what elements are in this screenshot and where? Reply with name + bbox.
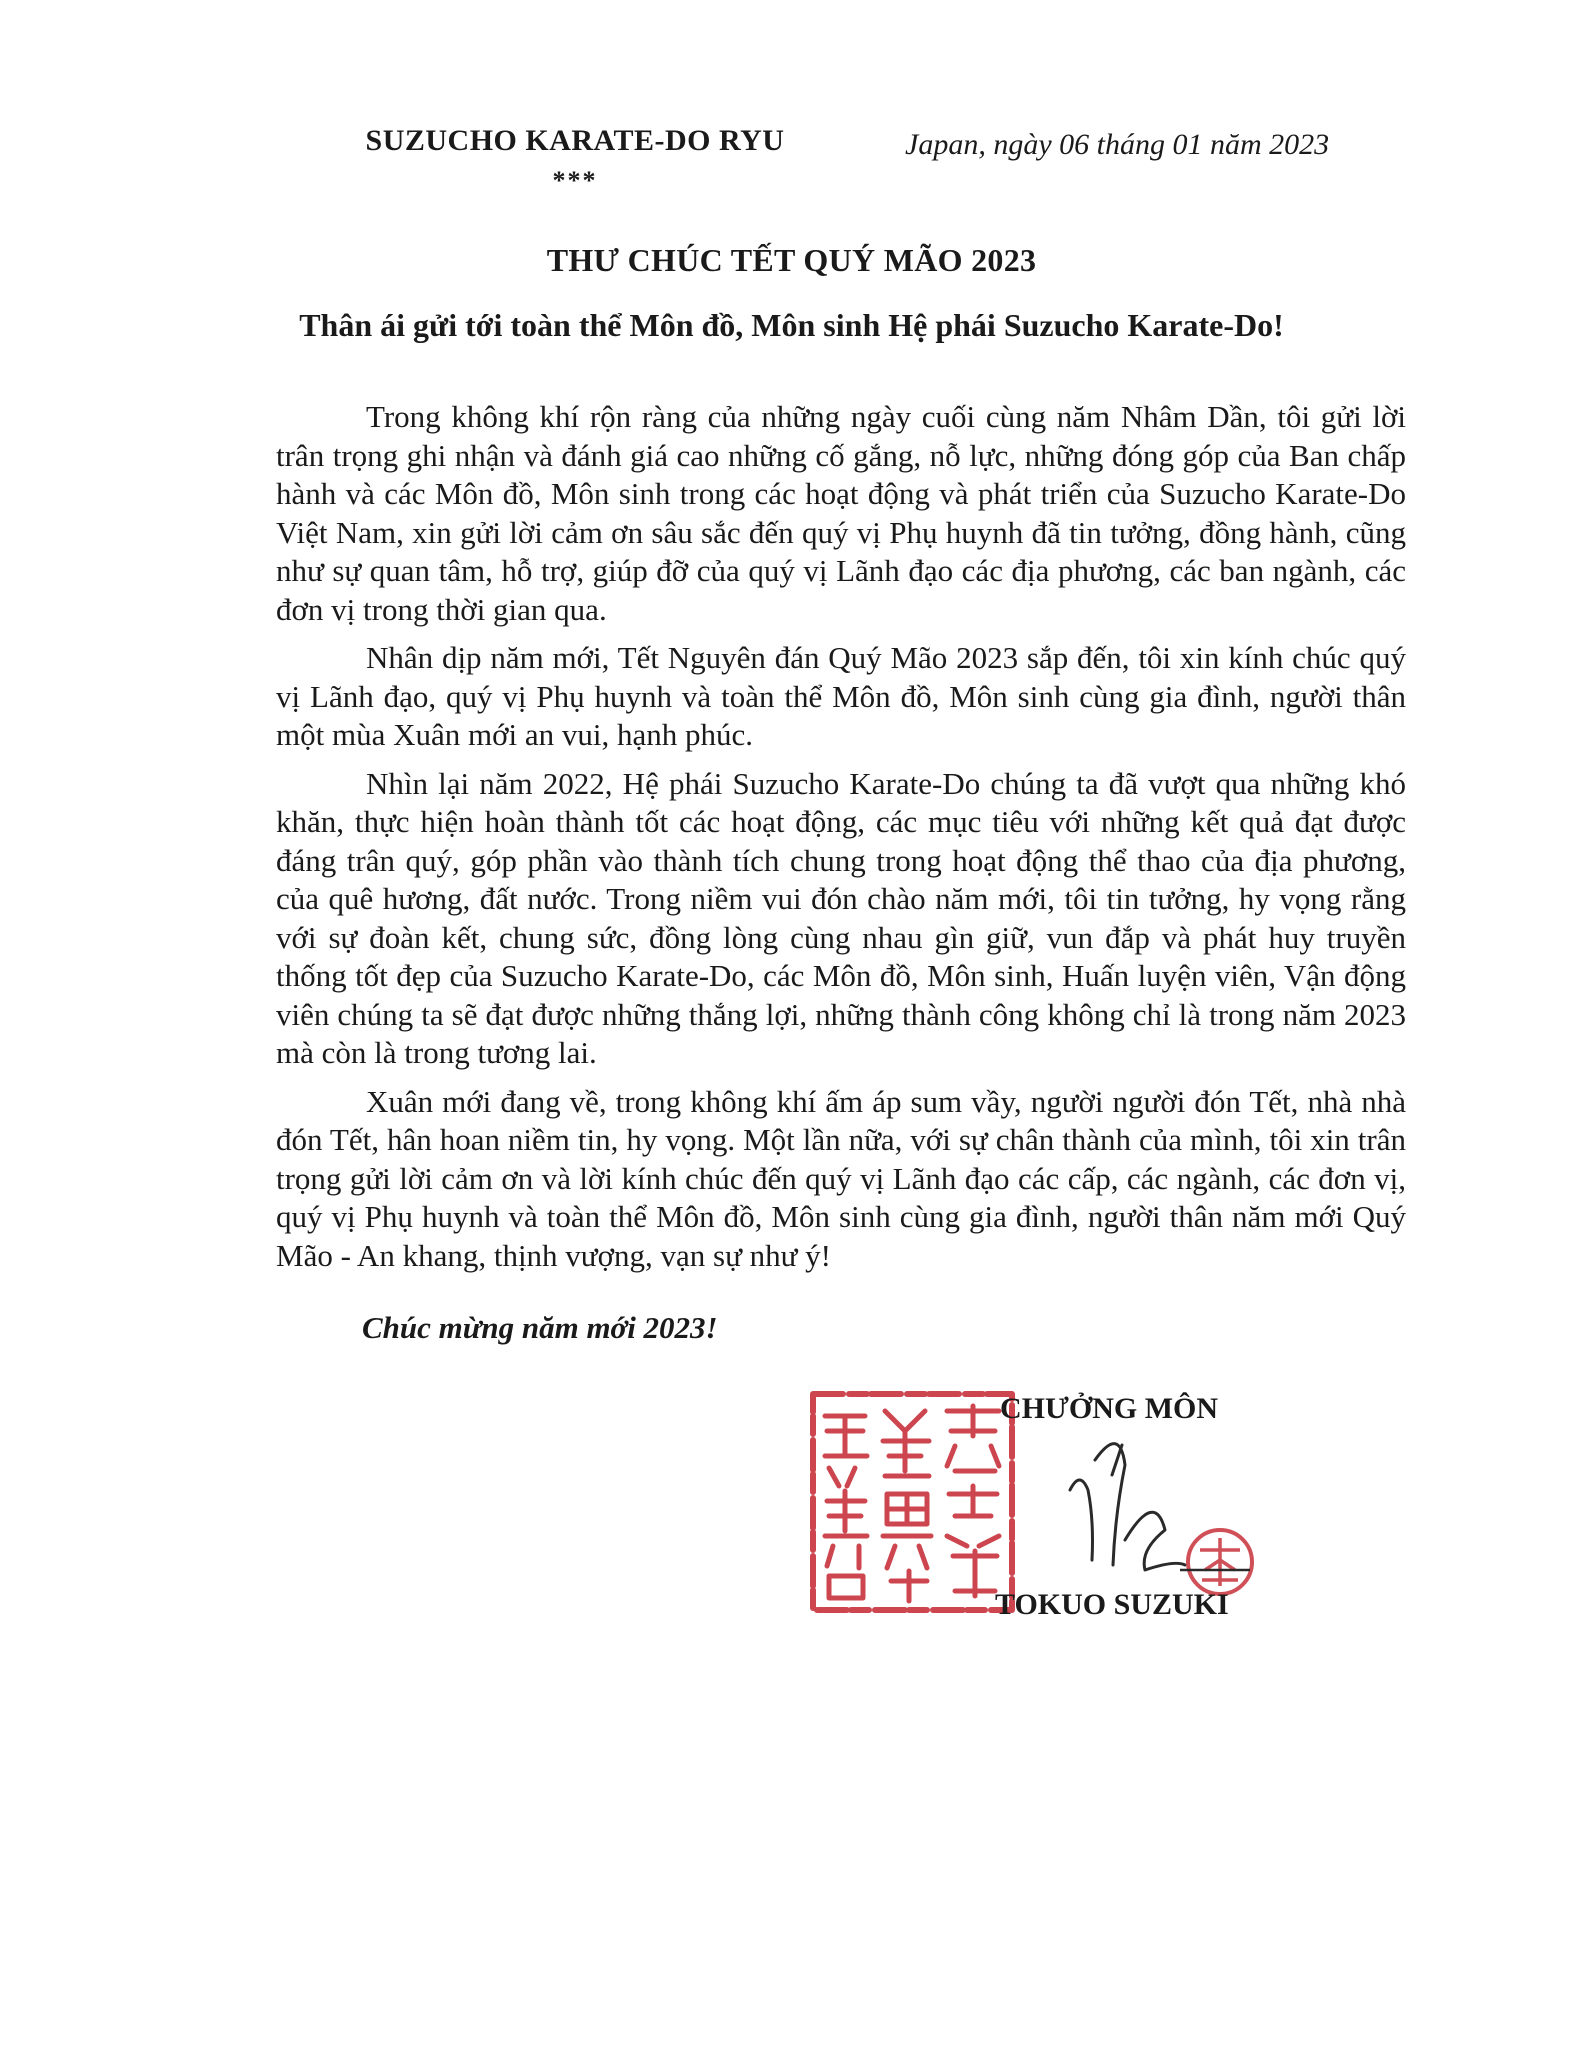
- paragraph-4: Xuân mới đang về, trong không khí ấm áp sum vầy, người người đón Tết, nhà nhà đón Tết, hân hoan niềm tin, hy vọng. Một lần nữa, với sự chân thành của mình, tôi xin trân trọng gửi lời cảm ơn và lời kính chúc đến quý vị Lãnh đạo các cấp, các ngành, các đơn vị, quý vị Phụ huynh và toàn thể Môn đồ, Môn sinh cùng gia đình, người thân năm mới Quý Mão - An khang, thịnh vượng, vạn sự như ý!: [276, 1083, 1406, 1273]
- organization-stars: ***: [552, 166, 598, 195]
- seal-stamp-icon: [805, 1386, 1020, 1618]
- signatory-role: CHƯỞNG MÔN: [1000, 1392, 1219, 1425]
- signatory-name: TOKUO SUZUKI: [995, 1588, 1229, 1621]
- paragraph-2: Nhân dịp năm mới, Tết Nguyên đán Quý Mão 2023 sắp đến, tôi xin kính chúc quý vị Lãnh đạo, quý vị Phụ huynh và toàn thể Môn đồ, Môn sinh cùng gia đình, người thân một mùa Xuân mới an vui, hạnh phúc.: [276, 640, 1406, 752]
- organization-name: SUZUCHO KARATE-DO RYU: [365, 124, 785, 157]
- letter-title: THƯ CHÚC TẾT QUÝ MÃO 2023: [546, 242, 1037, 278]
- paragraph-3: Nhìn lại năm 2022, Hệ phái Suzucho Karate-Do chúng ta đã vượt qua những khó khăn, thực hiện hoàn thành tốt các hoạt động, các mục tiêu với những kết quả đạt được đáng trân quý, góp phần vào thành tích chung trong hoạt động thể thao của địa phương, của quê hương, đất nước. Trong niềm vui đón chào năm mới, tôi tin tưởng, hy vọng rằng với sự đoàn kết, chung sức, đồng lòng cùng nhau gìn giữ, vun đắp và phát huy truyền thống tốt đẹp của Suzucho Karate-Do, các Môn đồ, Môn sinh, Huấn luyện viên, Vận động viên chúng ta sẽ đạt được những thắng lợi, những thành công không chỉ là trong năm 2023 mà còn là trong tương lai.: [276, 765, 1406, 1070]
- letter-body: [276, 398, 1406, 1285]
- date-line: Japan, ngày 06 tháng 01 năm 2023: [905, 128, 1330, 161]
- paragraph-1: Trong không khí rộn ràng của những ngày cuối cùng năm Nhâm Dần, tôi gửi lời trân trọng ghi nhận và đánh giá cao những cố gắng, nỗ lực, những đóng góp của Ban chấp hành và các Môn đồ, Môn sinh trong các hoạt động và phát triển của Suzucho Karate-Do Việt Nam, xin gửi lời cảm ơn sâu sắc đến quý vị Phụ huynh đã tin tưởng, đồng hành, cũng như sự quan tâm, hỗ trợ, giúp đỡ của quý vị Lãnh đạo các địa phương, các ban ngành, các đơn vị trong thời gian qua.: [276, 399, 1406, 627]
- closing-greeting: Chúc mừng năm mới 2023!: [362, 1310, 718, 1345]
- letter-salutation: Thân ái gửi tới toàn thể Môn đồ, Môn sinh Hệ phái Suzucho Karate-Do!: [299, 307, 1284, 343]
